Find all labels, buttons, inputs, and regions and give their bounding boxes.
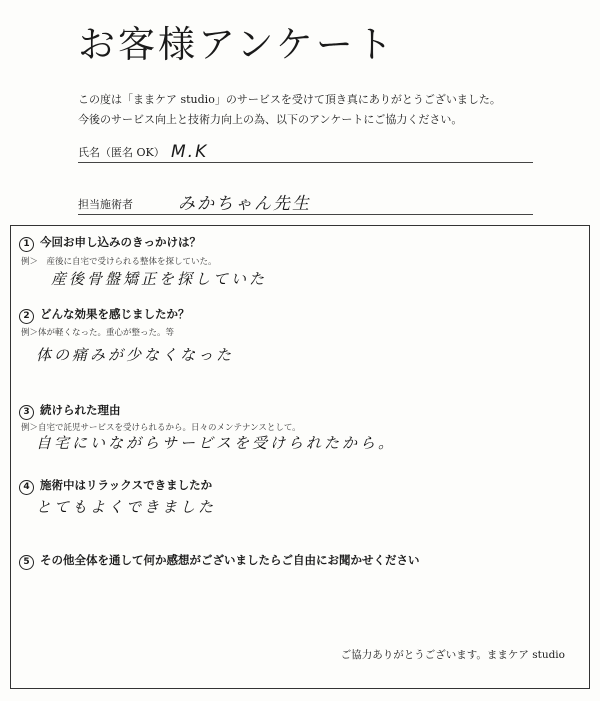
question-2-number: 2 <box>19 309 34 324</box>
question-4 <box>19 477 212 495</box>
question-1-number: 1 <box>19 237 34 252</box>
question-1-answer: 産後骨盤矯正を探していた <box>51 270 268 288</box>
name-value: M.K <box>171 142 209 162</box>
question-2-answer: 体の痛みが少なくなった <box>36 346 235 364</box>
question-4-answer: とてもよくできました <box>36 498 217 516</box>
footer-thanks: ご協力ありがとうございます。ままケア studio <box>340 649 565 661</box>
question-5-number: 5 <box>19 555 34 570</box>
question-2 <box>19 306 190 324</box>
staff-field <box>78 194 533 215</box>
question-3-example: 例＞自宅で託児サービスを受けられるから。日々のメンテナンスとして。 <box>21 423 301 433</box>
question-1-label: 今回お申し込みのきっかけは？ <box>40 235 201 249</box>
staff-value: みかちゃん先生 <box>178 194 311 214</box>
question-3-number: 3 <box>19 405 34 420</box>
question-2-example: 例＞体が軽くなった。重心が整った。等 <box>21 328 175 338</box>
name-label: 氏名（匿名 OK） <box>78 146 165 159</box>
question-3 <box>19 402 121 420</box>
question-4-label: 施術中はリラックスできましたか <box>40 478 213 492</box>
question-3-answer: 自宅にいながらサービスを受けられたから。 <box>36 434 397 452</box>
question-1 <box>19 234 201 252</box>
question-4-number: 4 <box>19 480 34 495</box>
intro-line-2: 今後のサービス向上と技術力向上の為、以下のアンケートにご協力ください。 <box>78 113 463 126</box>
question-2-label: どんな効果を感じましたか？ <box>40 307 190 321</box>
intro-line-1: この度は「ままケア studio」のサービスを受けて頂き真にありがとうございました。 <box>78 93 501 106</box>
questions-box <box>10 225 590 689</box>
staff-label: 担当施術者 <box>78 198 133 211</box>
page-title: お客様アンケート <box>78 23 396 66</box>
question-3-label: 続けられた理由 <box>40 403 121 417</box>
question-5-label: その他全体を通して何か感想がございましたらご自由にお聞かせください <box>40 553 420 567</box>
question-1-example: 例＞ 産後に自宅で受けられる整体を探していた。 <box>21 257 217 267</box>
question-5 <box>19 552 420 570</box>
name-field <box>78 142 533 163</box>
intro-text <box>78 90 578 130</box>
